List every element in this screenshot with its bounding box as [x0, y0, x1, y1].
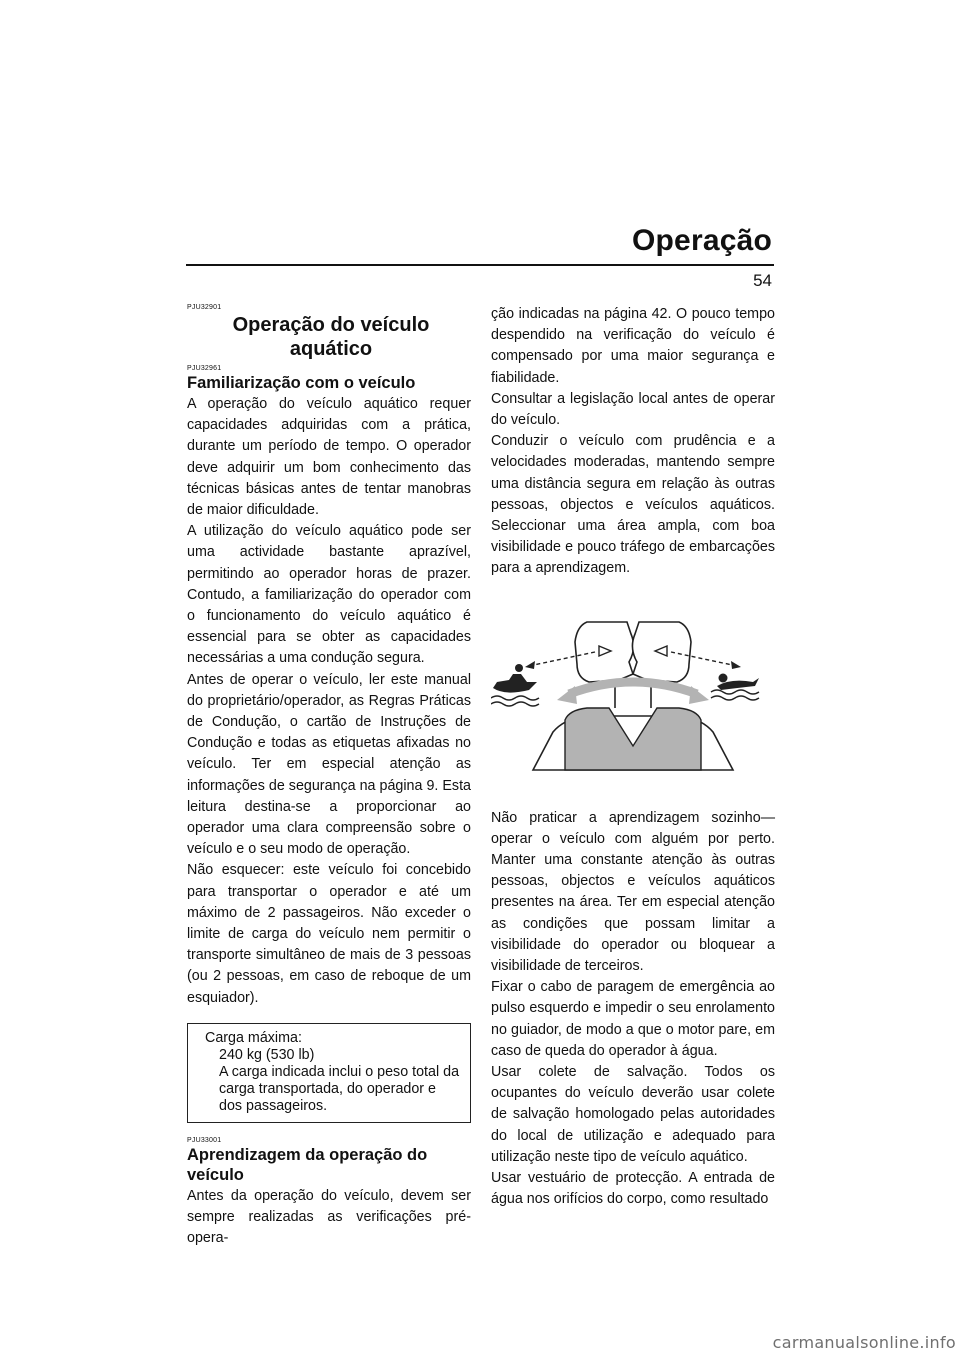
arrow-head-icon — [689, 686, 709, 704]
paragraph: ção indicadas na página 42. O pouco tempo despendido na verificação do veículo é compensado por uma maior segurança e fiabilidade. — [491, 306, 775, 386]
swimmer-icon — [719, 673, 728, 682]
paragraph: Não praticar a aprendizagem sozinho—operar o veículo com alguém por perto. Manter uma constante atenção às outras pessoas, objectos e veículos aquáticos presentes na área. Ter em especial atenção as condições que possam limitar a visibilidade do operador ou bloquear a visibilidade de terceiros. — [491, 809, 775, 975]
wave-icon — [711, 696, 759, 700]
paragraph: Não esquecer: este veículo foi concebido para transportar o operador e até um máximo de 2 passageiros. Não exceder o limite de carga do veículo nem permitir o transporte simultâneo de mais de 3 pessoas (ou 2 pessoas, em caso de reboque de um esquiador). — [187, 862, 471, 1006]
subsection-code: PJU33001 — [187, 1136, 222, 1144]
title-rule — [186, 264, 774, 266]
max-load-box — [187, 1023, 471, 1123]
lookout-illustration-svg — [491, 608, 775, 776]
wave-icon — [491, 702, 539, 706]
arrow-head-icon — [525, 661, 535, 669]
paragraph: Usar colete de salvação. Todos os ocupantes do veículo deverão usar colete de salvação homologado pelas autoridades do local de utilização e adequado para utilização neste tipo de veículo aquático. — [491, 1064, 775, 1165]
paragraph: Antes de operar o veículo, ler este manual do proprietário/operador, as Regras Práticas de Condução, o cartão de Instruções de Condução e todas as etiquetas afixadas no veículo. Ter em especial atenção as informações de segurança na página 9. Esta leitura destina-se a proporcionar ao operador uma clara compreensão sobre o veículo e o seu modo de operação. — [187, 671, 471, 858]
max-load-note: A carga indicada inclui o peso total da carga transportada, do operador e dos passageiros. — [219, 1063, 460, 1114]
right-column — [491, 304, 775, 1211]
head-turn-arrow — [569, 682, 697, 694]
wave-icon — [711, 690, 759, 694]
paragraph: Antes da operação do veículo, devem ser sempre realizadas as verificações pré-opera- — [187, 1187, 471, 1247]
subsection-title: Familiarização com o veículo — [187, 374, 416, 392]
subsection-code: PJU32961 — [187, 365, 222, 372]
wave-icon — [491, 696, 539, 700]
lookout-illustration — [491, 608, 775, 776]
max-load-value: 240 kg (530 lb) — [219, 1046, 315, 1063]
paragraph: Consultar a legislação local antes de operar do veículo. — [491, 390, 775, 429]
max-load-label: Carga máxima: — [205, 1029, 302, 1046]
left-column — [187, 304, 471, 1250]
paragraph: A operação do veículo aquático requer capacidades adquiridas com a prática, durante um período de tempo. O operador deve adquirir um bom conhecimento das técnicas básicas antes de tentar manobras de maior dificuldade. — [187, 396, 471, 519]
paragraph: Conduzir o veículo com prudência e a velocidades moderadas, mantendo sempre uma distância segura em relação às outras pessoas, objectos e veículos aquáticos. Seleccionar uma área ampla, com boa visibilidade e pouco tráfego de embarcações para a aprendizagem. — [491, 433, 775, 577]
subsection-title: Aprendizagem da operação do veículo — [187, 1145, 428, 1184]
rider-head-icon — [515, 664, 523, 672]
arrow-head-icon — [731, 661, 741, 669]
paragraph: Usar vestuário de protecção. A entrada de água nos orifícios do corpo, como resultado — [491, 1170, 775, 1208]
watercraft-icon — [493, 674, 537, 693]
arrow-head-icon — [557, 686, 577, 704]
paragraph: Fixar o cabo de paragem de emergência ao pulso esquerdo e impedir o seu enrolamento no guiador, de modo a que o motor pare, em caso de queda do operador à água. — [491, 979, 775, 1059]
paragraph: A utilização do veículo aquático pode ser uma actividade bastante aprazível, permitindo ao operador horas de prazer. Contudo, a familiarização do operador com o funcionamento do veículo aquático é essencial para se obter as capacidades necessárias a uma condução segura. — [187, 523, 471, 667]
watermark: carmanualsonline.info — [772, 1333, 956, 1352]
section-title: Operação do veículo aquático — [232, 314, 430, 360]
page-number: 54 — [753, 271, 772, 290]
section-code: PJU32901 — [187, 304, 222, 311]
page-title: Operação — [632, 224, 772, 257]
